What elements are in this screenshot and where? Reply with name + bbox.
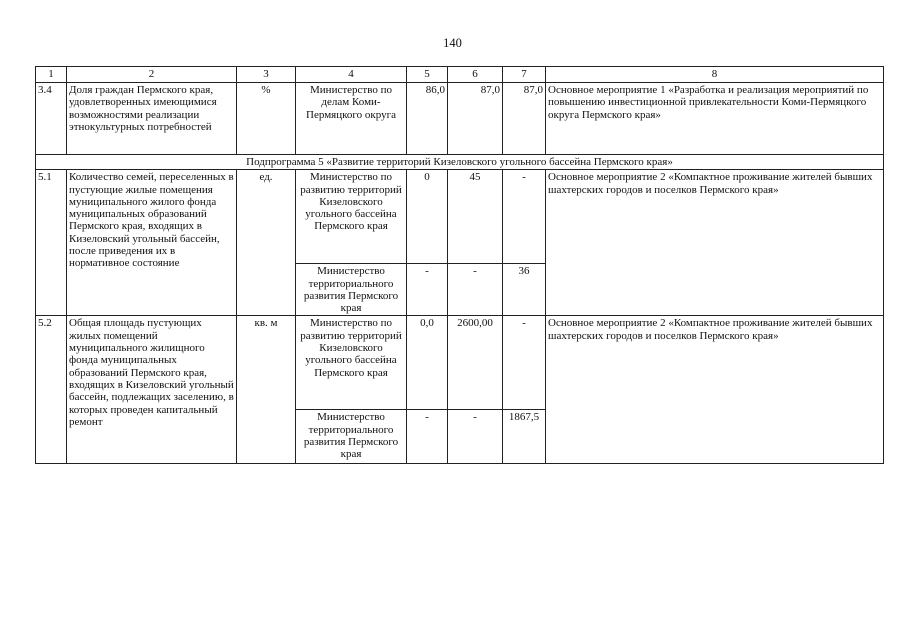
table-row-3-4 (36, 83, 884, 155)
indicator-name: Доля граждан Пермского края, удовлетворенных имеющимися возможностями реализации этнокультурных потребностей (67, 83, 237, 155)
executor: Министерство по делам Коми-Пермяцкого округа (296, 83, 407, 155)
row-number: 5.2 (36, 316, 67, 464)
value-7: 1867,5 (503, 410, 546, 464)
value-5: - (407, 410, 448, 464)
header-cell: 3 (237, 67, 296, 83)
header-cell: 7 (503, 67, 546, 83)
executor: Министерство по развитию территорий Кизеловского угольного бассейна Пермского края (296, 316, 407, 410)
unit: ед. (237, 170, 296, 316)
header-cell: 6 (448, 67, 503, 83)
row-number: 3.4 (36, 83, 67, 155)
unit: % (237, 83, 296, 155)
executor: Министерство территориального развития Пермского края (296, 410, 407, 464)
executor: Министерство территориального развития Пермского края (296, 264, 407, 316)
subprogram-row (36, 155, 884, 170)
header-row (36, 67, 884, 83)
value-7: - (503, 170, 546, 264)
value-7: - (503, 316, 546, 410)
table-row-5-1 (36, 170, 884, 264)
value-5: 86,0 (407, 83, 448, 155)
value-5: 0,0 (407, 316, 448, 410)
value-5: - (407, 264, 448, 316)
unit: кв. м (237, 316, 296, 464)
row-number: 5.1 (36, 170, 67, 316)
value-5: 0 (407, 170, 448, 264)
measure: Основное мероприятие 2 «Компактное проживание жителей бывших шахтерских городов и поселков Пермского края» (546, 316, 884, 464)
value-6: 2600,00 (448, 316, 503, 410)
value-6: - (448, 410, 503, 464)
header-cell: 2 (67, 67, 237, 83)
table-row-5-2 (36, 316, 884, 410)
measure: Основное мероприятие 2 «Компактное проживание жителей бывших шахтерских городов и поселков Пермского края» (546, 170, 884, 316)
value-6: 45 (448, 170, 503, 264)
header-cell: 4 (296, 67, 407, 83)
page-number: 140 (443, 36, 462, 50)
header-cell: 8 (546, 67, 884, 83)
value-7: 87,0 (503, 83, 546, 155)
value-7: 36 (503, 264, 546, 316)
indicator-name: Количество семей, переселенных в пустующие жилые помещения муниципального жилого фонда муниципальных образований Пермского края, входящих в Кизеловский угольный бассейн, после приведения их в нормативное состояние (67, 170, 237, 316)
executor: Министерство по развитию территорий Кизеловского угольного бассейна Пермского края (296, 170, 407, 264)
value-6: - (448, 264, 503, 316)
header-cell: 5 (407, 67, 448, 83)
measure: Основное мероприятие 1 «Разработка и реализация мероприятий по повышению инвестиционной привлекательности Коми-Пермяцкого округа Пермского края» (546, 83, 884, 155)
value-6: 87,0 (448, 83, 503, 155)
indicator-name: Общая площадь пустующих жилых помещений муниципального жилищного фонда муниципальных образований Пермского края, входящих в Кизеловский угольный бассейн, подлежащих заселению, в которых проведен капитальный ремонт (67, 316, 237, 464)
header-cell: 1 (36, 67, 67, 83)
subprogram-title: Подпрограмма 5 «Развитие территорий Кизеловского угольного бассейна Пермского края» (36, 155, 884, 170)
indicators-table (35, 66, 884, 464)
